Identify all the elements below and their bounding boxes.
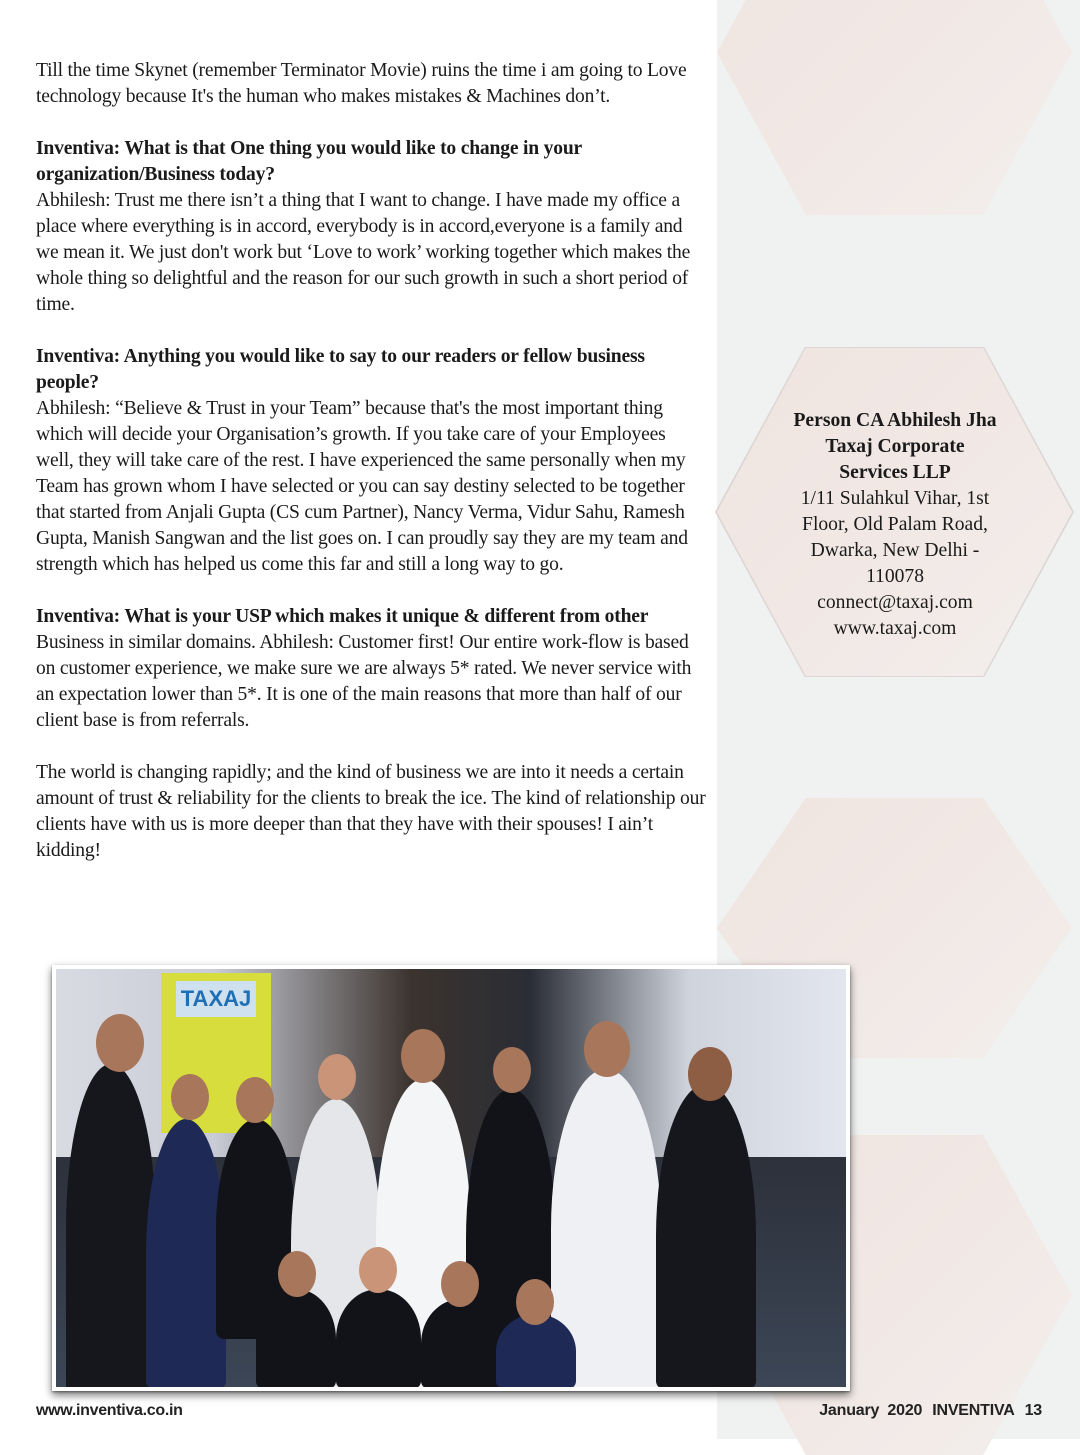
closing-paragraph: The world is changing rapidly; and the kind of business we are into it needs a certain amount of trust & reliability for the clients to break the ice. The kind of relationship our clients have with us is more deeper than that they have with their spouses! I ain’t kidding!	[36, 762, 706, 861]
qa-block	[36, 604, 706, 734]
footer-website[interactable]: www.inventiva.co.in	[36, 1402, 183, 1419]
footer-info	[809, 1402, 1042, 1420]
person-head	[171, 1074, 209, 1120]
answer: Abhilesh: Trust me there isn’t a thing that I want to change. I have made my office a place where everything is in accord, everybody is in accord,everyone is a family and we mean it. We just don't work but ‘Love to work’ working together which makes the whole thing so delightful and the reason for our such growth in such a short period of time.	[36, 190, 691, 315]
person-head	[584, 1021, 630, 1077]
person	[146, 1119, 226, 1387]
taxaj-logo: TAXAJ	[176, 981, 256, 1017]
person-head	[493, 1047, 531, 1093]
person-head	[278, 1251, 316, 1297]
person	[656, 1084, 756, 1387]
person	[66, 1064, 156, 1387]
person-head	[318, 1054, 356, 1100]
person-head	[359, 1247, 397, 1293]
intro-paragraph: Till the time Skynet (remember Terminator Movie) ruins the time i am going to Love technology because It's the human who makes mistakes & Machines don’t.	[36, 60, 687, 107]
team-photo	[52, 965, 850, 1391]
address-line: Floor, Old Palam Road,	[802, 514, 988, 535]
person-head	[441, 1261, 479, 1307]
magazine-name: INVENTIVA	[932, 1402, 1015, 1419]
address-line: Dwarka, New Delhi -	[810, 540, 980, 561]
contact-website[interactable]: www.taxaj.com	[833, 618, 957, 639]
company-name: Services LLP	[839, 462, 951, 483]
issue-date: January 2020	[819, 1402, 923, 1419]
address-line: 110078	[865, 566, 925, 587]
photo-image	[56, 969, 846, 1387]
qa-block	[36, 344, 706, 578]
answer: Abhilesh: “Believe & Trust in your Team” because that's the most important thing which will decide your Organisation’s growth. If you take care of your Employees well, they will take care of the rest. I have experienced the same personally when my Team has grown whom I have selected or you can say destiny selected to be together that started from Anjali Gupta (CS cum Partner), Nancy Verma, Vidur Sahu, Ramesh Gupta, Manish Sangwan and the list goes on. I can proudly say they are my team and strength which has helped us come this far and still a long way to go.	[36, 398, 688, 575]
person-head	[516, 1279, 554, 1325]
article-body	[36, 58, 706, 890]
question: Inventiva: What is that One thing you would like to change in your organization/Business today?	[36, 138, 582, 185]
person-head	[401, 1029, 445, 1083]
company-name: Taxaj Corporate	[825, 436, 965, 457]
contact-card	[760, 408, 1030, 642]
page-number: 13	[1024, 1402, 1042, 1419]
person-head	[96, 1014, 144, 1072]
contact-person: Person CA Abhilesh Jha	[793, 410, 997, 431]
qa-block	[36, 136, 706, 318]
person-head	[688, 1047, 732, 1101]
person	[256, 1289, 336, 1387]
person	[336, 1289, 421, 1387]
contact-email[interactable]: connect@taxaj.com	[817, 592, 973, 613]
question: Inventiva: What is your USP which makes it unique & different from other	[36, 606, 649, 627]
answer: Business in similar domains. Abhilesh: Customer first! Our entire work-flow is based on customer experience, we make sure we are always 5* rated. We never service with an expectation lower than 5*. It is one of the main reasons that more than half of our client base is from referrals.	[36, 632, 692, 731]
person-head	[236, 1077, 274, 1123]
person	[421, 1299, 501, 1387]
decorative-hexagon	[717, 0, 1072, 215]
question: Inventiva: Anything you would like to say to our readers or fellow business people?	[36, 346, 645, 393]
address-line: 1/11 Sulahkul Vihar, 1st	[800, 488, 990, 509]
